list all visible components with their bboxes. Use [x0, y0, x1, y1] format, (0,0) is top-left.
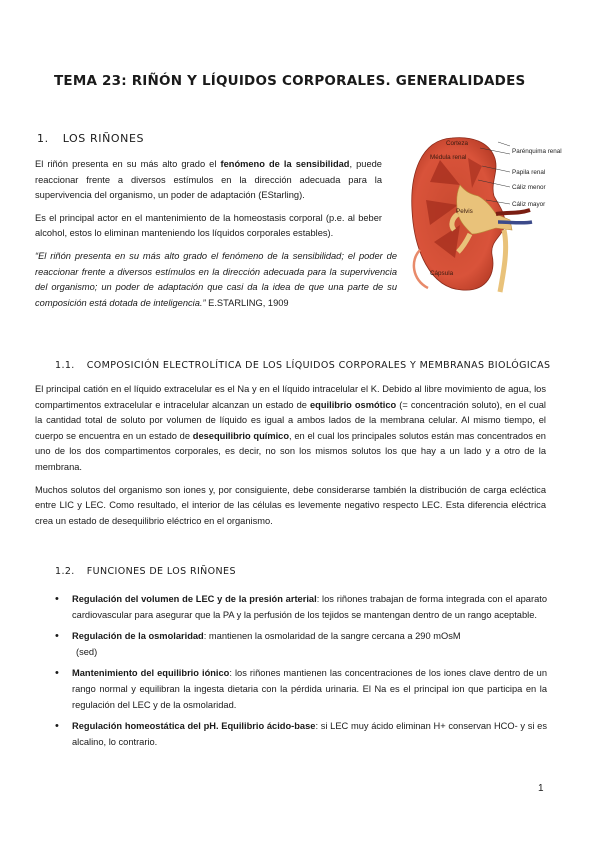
page-title: TEMA 23: RIÑÓN Y LÍQUIDOS CORPORALES. GENERALIDADES — [54, 73, 526, 89]
label-caliz-mayor: Cáliz mayor — [512, 201, 546, 208]
kidney-diagram — [400, 130, 585, 295]
section-1-2-heading: 1.2. FUNCIONES DE LOS RIÑONES — [55, 566, 236, 577]
list-item: • Regulación de la osmolaridad: mantienen la osmolaridad de la sangre cercana a 290 mOsM (sed) — [55, 629, 547, 660]
starling-quote: “El riñón presenta en su más alto grado el fenómeno de la sensibilidad; el poder de reaccionar frente a diversos estímulos en la dirección adecuada para la supervivencia del organismo; un poder de adaptación que casi da la idea de que una parte de su composición está dotada de inteligencia.” E.STARLING, 1909 — [35, 250, 397, 308]
functions-list — [55, 592, 547, 756]
section-1-2-title: FUNCIONES DE LOS RIÑONES — [86, 566, 236, 577]
list-item: • Regulación del volumen de LEC y de la presión arterial: los riñones trabajan de forma integrada con el aparato cardiovascular para asegurar que la PA y la perfusión de los tejidos se mantengan dentro de un rango aceptable. — [55, 592, 547, 623]
quote-source: E.STARLING, 1909 — [205, 297, 289, 308]
label-corteza: Corteza — [446, 140, 469, 147]
section-1-1-title: COMPOSICIÓN ELECTROLÍTICA DE LOS LÍQUIDOS CORPORALES Y MEMBRANAS BIOLÓGICAS — [86, 360, 551, 371]
list-item: • Mantenimiento del equilibrio iónico: los riñones mantienen las concentraciones de los iones clave dentro de un rango normal y equilibran la ingesta dietaria con la pérdida urinaria. El Na es el principal ion que participa en la regulación del LEC y de la osmolaridad. — [55, 666, 547, 713]
label-caliz-menor: Cáliz menor — [512, 184, 546, 191]
page-number: 1 — [538, 783, 544, 794]
section-1-1-body — [35, 382, 546, 529]
section-1-body — [35, 157, 397, 311]
label-papila: Papila renal — [512, 169, 546, 176]
list-item: • Regulación homeostática del pH. Equilibrio ácido-base: si LEC muy ácido eliminan H+ conservan HCO- y si es alcalino, lo contrario. — [55, 719, 547, 750]
label-pelvis: Pelvis — [456, 208, 473, 215]
section-1-number: 1. — [37, 132, 49, 145]
paragraph-carga: Muchos solutos del organismo son iones y, por consiguiente, debe considerarse también la distribución de carga ecléctica entre LIC y LEC. Como resultado, el interior de las células es levemente negativo respecto LEC. Esta diferencia eléctrica crea un estado de desequilibrio eléctrico en el organismo. — [35, 484, 546, 526]
paragraph-sensibilidad: El riñón presenta en su más alto grado el fenómeno de la sensibilidad, puede reaccionar frente a diversos estímulos en la dirección adecuada para la supervivencia del organismo, un poder de adaptación (EStarling). — [35, 159, 382, 201]
label-medula: Médula renal — [430, 154, 467, 161]
paragraph-homeostasis: Es el principal actor en el mantenimiento de la homeostasis corporal (p.e. al beber alcohol, estos lo eliminan manteniendo los líquidos corporales estables). — [35, 212, 382, 239]
paragraph-equilibrio: El principal catión en el líquido extracelular es el Na y en el líquido intracelular el K. Debido al libre movimiento de agua, los compartimentos extracelular e intracelular alcanzan un estado de equilibrio osmótico (= concentración soluto), en el cual la cantidad total de soluto por volumen de líquido es igual a ambos lados de la membrana celular. Al mismo tiempo, el cuerpo se encuentra en un estado de desequilibrio químico, en el cual los principales solutos están mas concentrados en uno de los dos compartimentos corporales, es decir, no son los mismos solutos los que hay a un lado y a otro de la membrana. — [35, 384, 546, 472]
label-parenquima: Parénquima renal — [512, 148, 562, 155]
section-1-1-heading: 1.1. COMPOSICIÓN ELECTROLÍTICA DE LOS LÍQUIDOS CORPORALES Y MEMBRANAS BIOLÓGICAS — [55, 360, 551, 371]
section-1-title: LOS RIÑONES — [62, 132, 145, 145]
label-capsula: Cápsula — [430, 270, 454, 277]
section-1-heading — [37, 132, 144, 145]
